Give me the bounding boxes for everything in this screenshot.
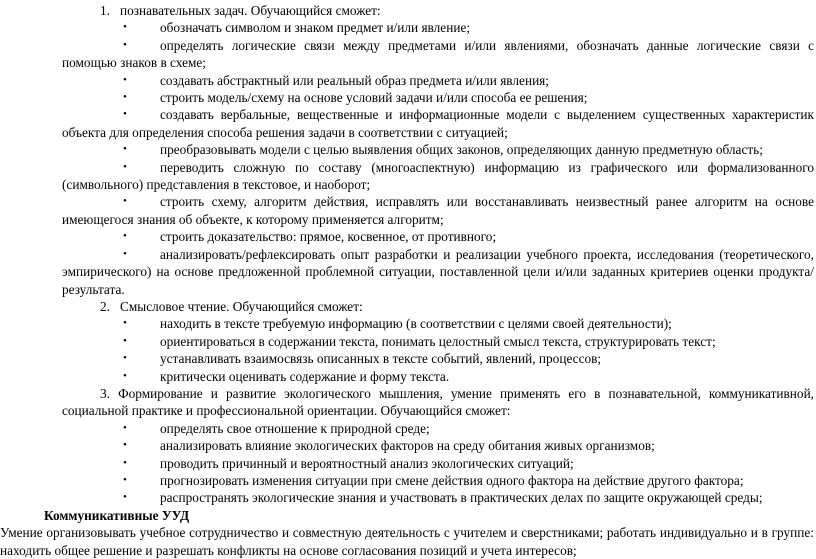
bullet-text: находить в тексте требуемую информацию (в соответствии с целями своей деятельности); [160,316,672,332]
bullet-dot-icon: • [123,352,127,365]
section-heading: Коммуникативные УУД [44,507,190,523]
bullet-text: строить доказательство: прямое, косвенное, от противного; [160,229,497,245]
bullet-item [2,193,814,228]
bullet-dot-icon: • [123,456,127,469]
bullet-dot-icon: • [123,369,127,382]
bullet-item [2,455,814,472]
bullet-item [2,37,814,72]
bullet-dot-icon: • [123,421,127,434]
bullet-item [2,333,814,350]
bullet-text: анализировать/рефлексировать опыт разработки и реализации учебного проекта, исследования (теоретического, эмпирического) на основе предложенной проблемной ситуации, поставленной цели и/или заданных критериев оценки продукта/результата. [62,246,814,297]
bullet-text: определять логические связи между предметами и/или явлениями, обозначать данные логические связи с помощью знаков в схеме; [62,37,814,71]
numbered-item-1 [2,2,814,19]
bullet-dot-icon: • [123,160,127,173]
bullet-item [2,472,814,489]
bullet-dot-icon: • [123,195,127,208]
bullet-text: обозначать символом и знаком предмет и/или явление; [160,20,471,36]
bullet-item [2,350,814,367]
bullet-text: проводить причинный и вероятностный анализ экологических ситуаций; [160,455,574,471]
bullet-text: устанавливать взаимосвязь описанных в тексте событий, явлений, процессов; [160,351,602,367]
bullet-text: определять свое отношение к природной среде; [160,420,430,436]
item-text: Формирование и развитие экологического мышления, умение применять его в познавательной, коммуникативной, социальной практике и профессиональной ориентации. Обучающийся сможет: [62,385,815,419]
bullet-dot-icon: • [123,491,127,504]
bullet-text: строить модель/схему на основе условий задачи и/или способа ее решения; [160,90,588,106]
bullet-list-1 [2,19,814,298]
bullet-item [2,89,814,106]
bullet-text: переводить сложную по составу (многоаспектную) информацию из графического или формализованного (символьного) представления в текстовое, и наоборот; [62,159,814,193]
bullet-dot-icon: • [123,91,127,104]
numbered-item-2 [2,298,814,315]
bullet-dot-icon: • [123,108,127,121]
bullet-item [2,315,814,332]
bullet-dot-icon: • [123,230,127,243]
bullet-item [2,228,814,245]
bullet-item [2,420,814,437]
bullet-item [2,72,814,89]
bullet-dot-icon: • [123,473,127,486]
bullet-text: создавать вербальные, вещественные и информационные модели с выделением существенных характеристик объекта для определения способа решения задачи в соответствии с ситуацией; [62,107,814,140]
bullet-item [2,19,814,36]
bullet-dot-icon: • [123,21,127,34]
item-text: Смысловое чтение. Обучающийся сможет: [120,298,363,314]
bullet-dot-icon: • [123,143,127,156]
bullet-item [2,159,814,194]
numbered-item-3 [2,385,814,420]
bullet-text: ориентироваться в содержании текста, понимать целостный смысл текста, структурировать текст; [160,333,716,349]
bullet-text: критически оценивать содержание и форму текста. [160,368,450,384]
bullet-item [2,489,814,506]
bullet-text: преобразовывать модели с целью выявления общих законов, определяющих данную предметную область; [160,142,763,158]
bullet-dot-icon: • [123,439,127,452]
bullet-item [2,246,814,298]
bullet-dot-icon: • [123,247,127,260]
bullet-dot-icon: • [123,38,127,51]
item-number: 2. [100,298,110,314]
bullet-text: распространять экологические знания и участвовать в практических делах по защите окружающей среды; [160,490,763,506]
bullet-dot-icon: • [123,317,127,330]
bullet-list-2 [2,315,814,385]
item-text: познавательных задач. Обучающийся сможет: [120,3,381,18]
bullet-dot-icon: • [123,73,127,86]
bullet-text: анализировать влияние экологических факторов на среду обитания живых организмов; [160,438,655,454]
bullet-item [2,437,814,454]
bullet-text: прогнозировать изменения ситуации при смене действия одного фактора на действие другого фактора; [160,472,744,488]
bullet-item [2,106,814,141]
item-number: 1. [100,3,110,18]
bullet-text: создавать абстрактный или реальный образ предмета и/или явления; [160,72,549,88]
bullet-dot-icon: • [123,334,127,347]
final-paragraph: Умение организовывать учебное сотрудничество и совместную деятельность с учителем и сверстниками; работать индивидуально и в группе: находить общее решение и разрешать конфликты на основе согласования позиций и учета интересов; [0,525,814,558]
bullet-text: строить схему, алгоритм действия, исправлять или восстанавливать неизвестный ранее алгоритм на основе имеющегося знания об объекте, к которому применяется алгоритм; [62,194,814,227]
document-body [2,2,814,559]
bullet-item [2,368,814,385]
item-number: 3. [100,385,110,401]
bullet-item [2,141,814,158]
bullet-list-3 [2,420,814,507]
